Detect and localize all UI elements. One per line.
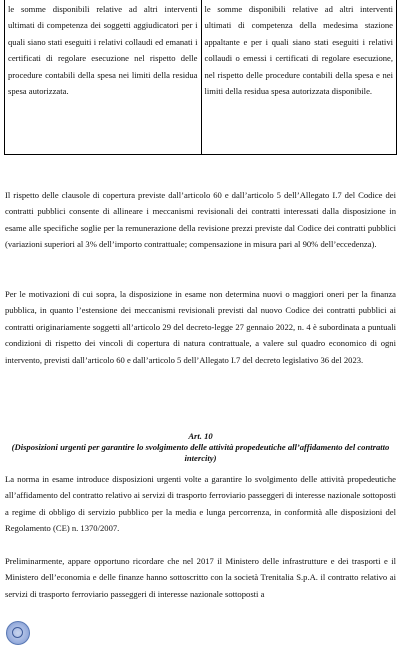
paragraph-motivazioni: Per le motivazioni di cui sopra, la disposizione in esame non determina nuovi o maggiori oneri per la finanza pubblica, in quanto l’estensione dei meccanismi revisionali previsti dal nuovo Codice dei contratti pubblici ai contratti originariamente soggetti all’articolo 29 del decreto-legge 27 gennaio 2022, n. 4 è subordinata a puntuali condizioni di rispetto dei vincoli di copertura di natura contrattuale, a valere sul quadro economico di ogni intervento, previsti dall’articolo 60 e dall’articolo 5 dell’Allegato I.7 del decreto legislativo 36 del 2023. xyxy=(5,289,396,365)
comparison-table xyxy=(4,0,397,155)
paragraph-copertura: Il rispetto delle clausole di copertura previste dall’articolo 60 e dall’articolo 5 dell’Allegato I.7 del Codice dei contratti pubblici consente di allineare i meccanismi revisionali dei contratti interessati dalla disposizione in esame alle specifiche soglie per la remunerazione della revisione prezzi previste dal Codice dei contratti pubblici (variazioni superiori al 3% dell’importo contrattuale; compensazione in misura pari al 90% dell’eccedenza). xyxy=(5,190,396,250)
emblem-seal-icon xyxy=(6,621,30,645)
paragraph-preliminarmente: Preliminarmente, appare opportuno ricordare che nel 2017 il Ministero delle infrastrutture e dei trasporti e il Ministero dell’economia e delle finanze hanno sottoscritto con la società Trenitalia S.p.A. il contratto relativo ai servizi di trasporto ferroviario passeggeri di interesse nazionale sottoposti a xyxy=(5,556,396,599)
table-cell-left: le somme disponibili relative ad altri interventi ultimati di competenza dei soggetti aggiudicatori per i quali siano stati eseguiti i relativi collaudi ed emanati i certificati di regolare esecuzione nel rispetto delle procedure contabili della spesa nei limiti della residua spesa autorizzata. xyxy=(8,4,198,97)
table-cell-right: le somme disponibili relative ad altri interventi ultimati di competenza della medesima stazione appaltante e per i quali siano stati eseguiti i relativi collaudi o emessi i certificati di regolare esecuzione, nel rispetto delle procedure contabili della spesa e nei limiti della residua spesa autorizzata disponibile. xyxy=(201,0,397,154)
paragraph-norma: La norma in esame introduce disposizioni urgenti volte a garantire lo svolgimento delle attività propedeutiche all’affidamento del contratto relativo ai servizi di trasporto ferroviario passeggeri di interesse nazionale sottoposti a regime di obbligo di servizio pubblico per la media e lunga percorrenza, in conformità alle disposizioni del Regolamento (CE) n. 1370/2007. xyxy=(5,474,396,534)
article-title: (Disposizioni urgenti per garantire lo svolgimento delle attività propedeutiche all’affidamento del contratto intercity) xyxy=(11,442,390,463)
seal-inner-ring xyxy=(12,627,23,638)
article-number: Art. 10 xyxy=(188,431,213,441)
